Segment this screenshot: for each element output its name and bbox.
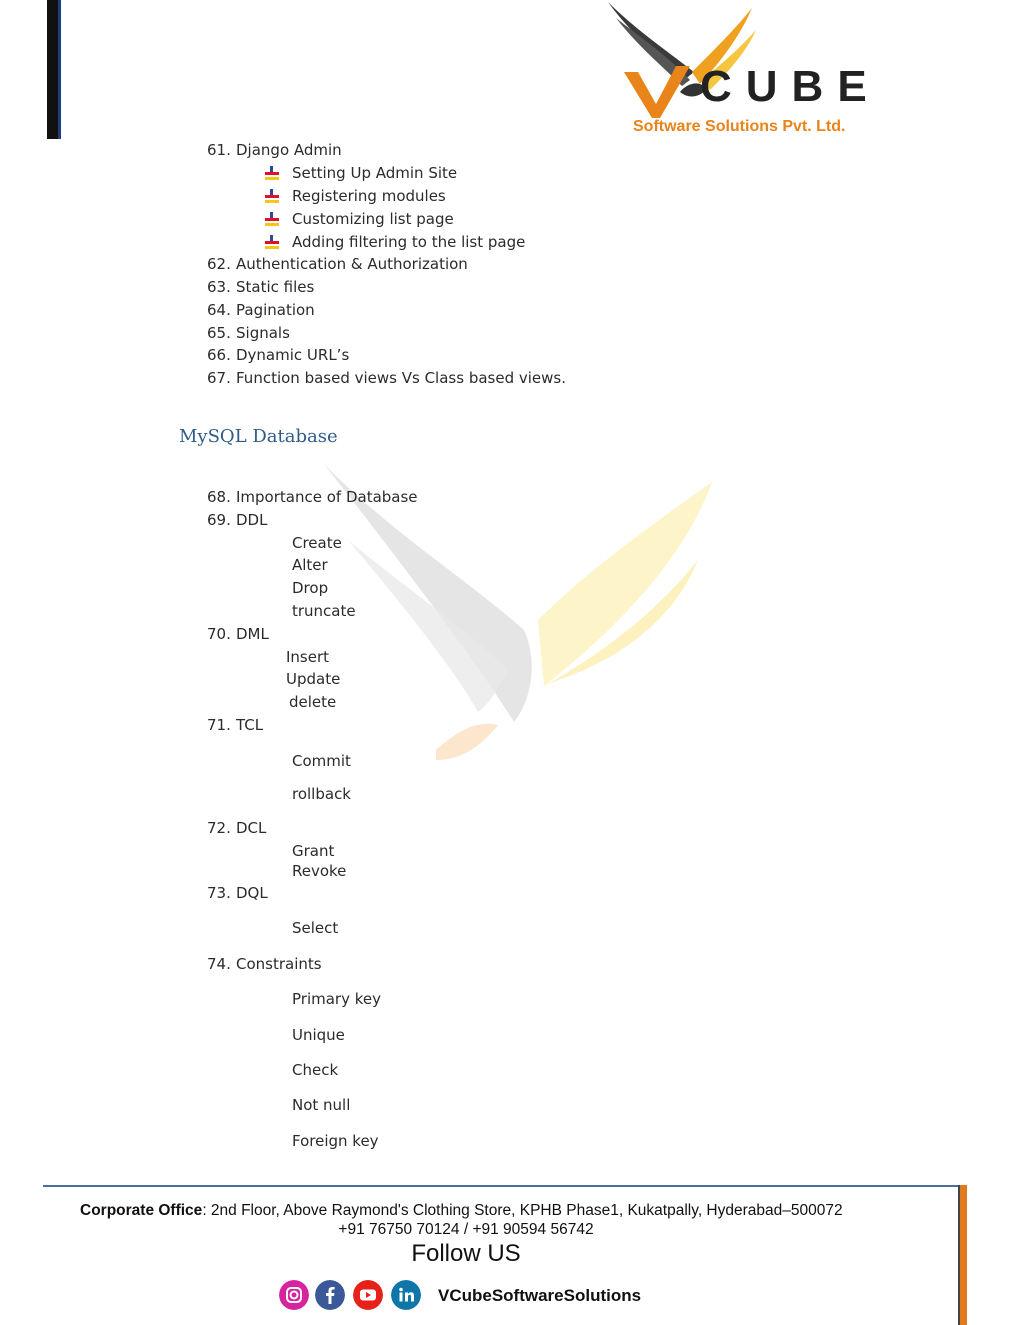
section-heading: MySQL Database [179,426,338,447]
list-item: 72. DCL [207,819,267,837]
list-item: 74. Constraints [207,955,322,973]
logo-brand-text: CUBE [700,62,881,111]
arrow-bullet-icon [264,189,280,203]
sub-item: Commit [292,752,351,770]
list-item: 67. Function based views Vs Class based views. [207,369,566,387]
sub-item: Primary key [292,990,381,1008]
list-item: Setting Up Admin Site [292,164,458,182]
list-item: 64. Pagination [207,301,315,319]
sub-item: Grant [292,842,335,860]
list-item: 68. Importance of Database [207,488,418,506]
sub-item: Unique [292,1026,345,1044]
watermark-logo-icon [318,460,718,770]
left-margin-bar [47,0,58,139]
arrow-bullet-icon [264,235,280,249]
list-item: Registering modules [292,187,446,205]
sub-item: Foreign key [292,1132,379,1150]
sub-item: Select [292,919,339,937]
facebook-icon[interactable] [315,1280,345,1310]
corporate-office-address: Corporate Office: 2nd Floor, Above Raymond's Clothing Store, KPHB Phase1, Kukatpally, Hyderabad–500072 [80,1202,843,1219]
instagram-icon[interactable] [279,1280,309,1310]
list-item: Adding filtering to the list page [292,233,526,251]
sub-item: Check [292,1061,339,1079]
list-item: 62. Authentication & Authorization [207,255,468,273]
sub-item: Revoke [292,862,347,880]
list-item: 73. DQL [207,884,268,902]
list-item: 71. TCL [207,716,264,734]
list-item: 69. DDL [207,511,268,529]
right-margin-bar [960,1185,967,1325]
follow-us-label: Follow US [411,1240,521,1267]
list-item: 70. DML [207,625,269,643]
sub-item: Insert [286,648,330,666]
sub-item: rollback [292,785,351,803]
logo-subtitle: Software Solutions Pvt. Ltd. [633,118,846,135]
list-item: 63. Static files [207,278,315,296]
social-handle[interactable]: VCubeSoftwareSolutions [438,1286,642,1305]
arrow-bullet-icon [264,166,280,180]
list-item: 66. Dynamic URL’s [207,346,350,364]
sub-item: Alter [292,556,328,574]
list-item: 65. Signals [207,324,290,342]
sub-item: Not null [292,1096,351,1114]
sub-item: Create [292,534,342,552]
sub-item: delete [289,693,337,711]
sub-item: Drop [292,579,329,597]
footer-divider [43,1185,961,1187]
arrow-bullet-icon [264,212,280,226]
linkedin-icon[interactable] [391,1280,421,1310]
phone-numbers: +91 76750 70124 / +91 90594 56742 [338,1221,594,1238]
list-item: 61. Django Admin [207,141,342,159]
sub-item: Update [286,670,341,688]
youtube-icon[interactable] [353,1280,383,1310]
list-item: Customizing list page [292,210,454,228]
sub-item: truncate [292,602,356,620]
